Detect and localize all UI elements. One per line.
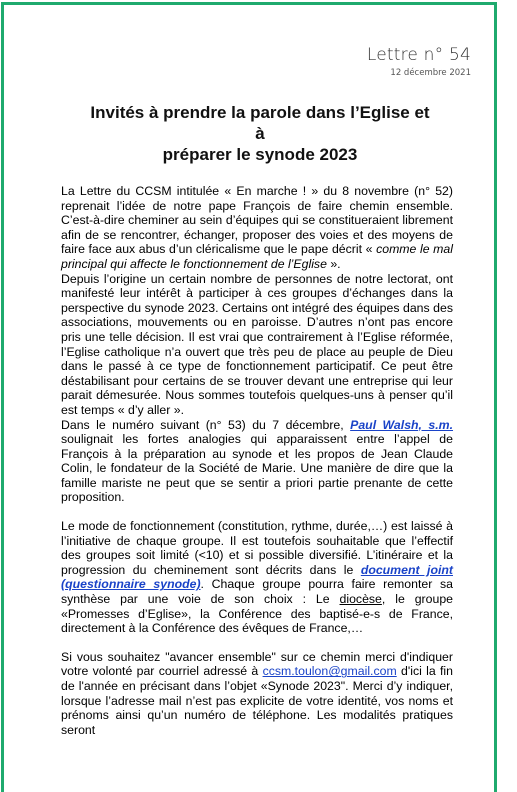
quote-text: comme le mal principal qui affecte le fonctionnement de l’Eglise — [61, 242, 453, 271]
paragraph-contact — [61, 650, 453, 738]
page-title — [55, 102, 465, 165]
text: La Lettre du CCSM intitulée « En marche ! » du 8 novembre (n° 52) reprenait l’idée de notre pape François de faire chemin ensemble. C’est-à-dire cheminer au sein d’équipes qui se constitueraient librement afin de se rencontrer, échanger, proposer des voies et des moyens de faire face aux abus d’un cléricalisme que le pape décrit « — [61, 184, 453, 257]
document-joint-link[interactable]: document joint (questionnaire synode) — [61, 562, 453, 592]
text: Depuis l’origine un certain nombre de personnes de notre lectorat, ont manifesté leur intérêt à participer à ces groupes d’échanges dans la perspective du synode 2023. Certains ont intégré des équipes dans des associations, mouvements ou en paroisse. D’autres n’ont pas encore pris une telle décision. Il est vrai que contrairement à l’Eglise réformée, l’Eglise catholique n’a ouvert que très peu de place au peuple de Dieu dans le passé à ce type de fonctionnement participatif. Ce peut être déstabilisant pour certains de se trouver devant une entreprise qui leur parait démesurée. Nous sommes toutefois quelques-uns à penser qu’il est temps « d’y aller ». — [61, 271, 453, 417]
paragraph-lectorat — [61, 272, 453, 418]
paragraph-numero-suivant — [61, 418, 453, 506]
title-line-2: à — [255, 124, 265, 143]
letter-header — [367, 45, 471, 78]
title-line-1: Invités à prendre la parole dans l’Eglise et — [90, 103, 430, 122]
paragraph-intro — [61, 184, 453, 272]
text: soulignait les fortes analogies qui apparaissent entre l’appel de François à la préparation au synode et les propos de Jean Claude Colin, le fondateur de la Société de Marie. Une manière de dire que la famille mariste ne peut que se sentir a priori partie prenante de cette proposition. — [61, 432, 453, 505]
paragraph-fonctionnement — [61, 519, 453, 636]
diocese-text: diocèse — [339, 592, 382, 607]
paul-walsh-link[interactable]: Paul Walsh, s.m. — [350, 417, 454, 432]
text: d'ici la fin de l'année en précisant dans l’objet «Synode 2023". Merci d’y indiquer, lorsque l’adresse mail n’est pas explicite de votre identité, vos noms et prénoms ainsi qu’un numéro de téléphone. Les modalités pratiques seront — [61, 664, 454, 737]
letter-date: 12 décembre 2021 — [390, 68, 471, 78]
text: . Chaque groupe pourra faire remonter sa synthèse par une voie de son choix : Le — [61, 577, 453, 607]
text: , le groupe «Promesses d’Eglise», la Conférence des baptisé-e-s de France, directement à la Conférence des évêques de France,… — [61, 592, 453, 636]
text: Dans le numéro suivant (n° 53) du 7 décembre, — [61, 417, 351, 432]
text: Le mode de fonctionnement (constitution, rythme, durée,…) est laissé à l’initiative de chaque groupe. Il est toutefois souhaitable que l’effectif des groupes soit limité (<10) et si possible diversifié. L’itinéraire et la progression du cheminement sont décrits dans le — [61, 519, 453, 577]
letter-body — [61, 184, 453, 751]
letter-number: Lettre n° 54 — [366, 45, 471, 65]
title-line-3: préparer le synode 2023 — [162, 145, 358, 164]
text: Si vous souhaitez "avancer ensemble" sur ce chemin merci d'indiquer votre volonté par courriel adressé à — [61, 649, 453, 679]
text: ». — [326, 256, 341, 271]
email-link[interactable]: ccsm.toulon@gmail.com — [262, 664, 397, 679]
